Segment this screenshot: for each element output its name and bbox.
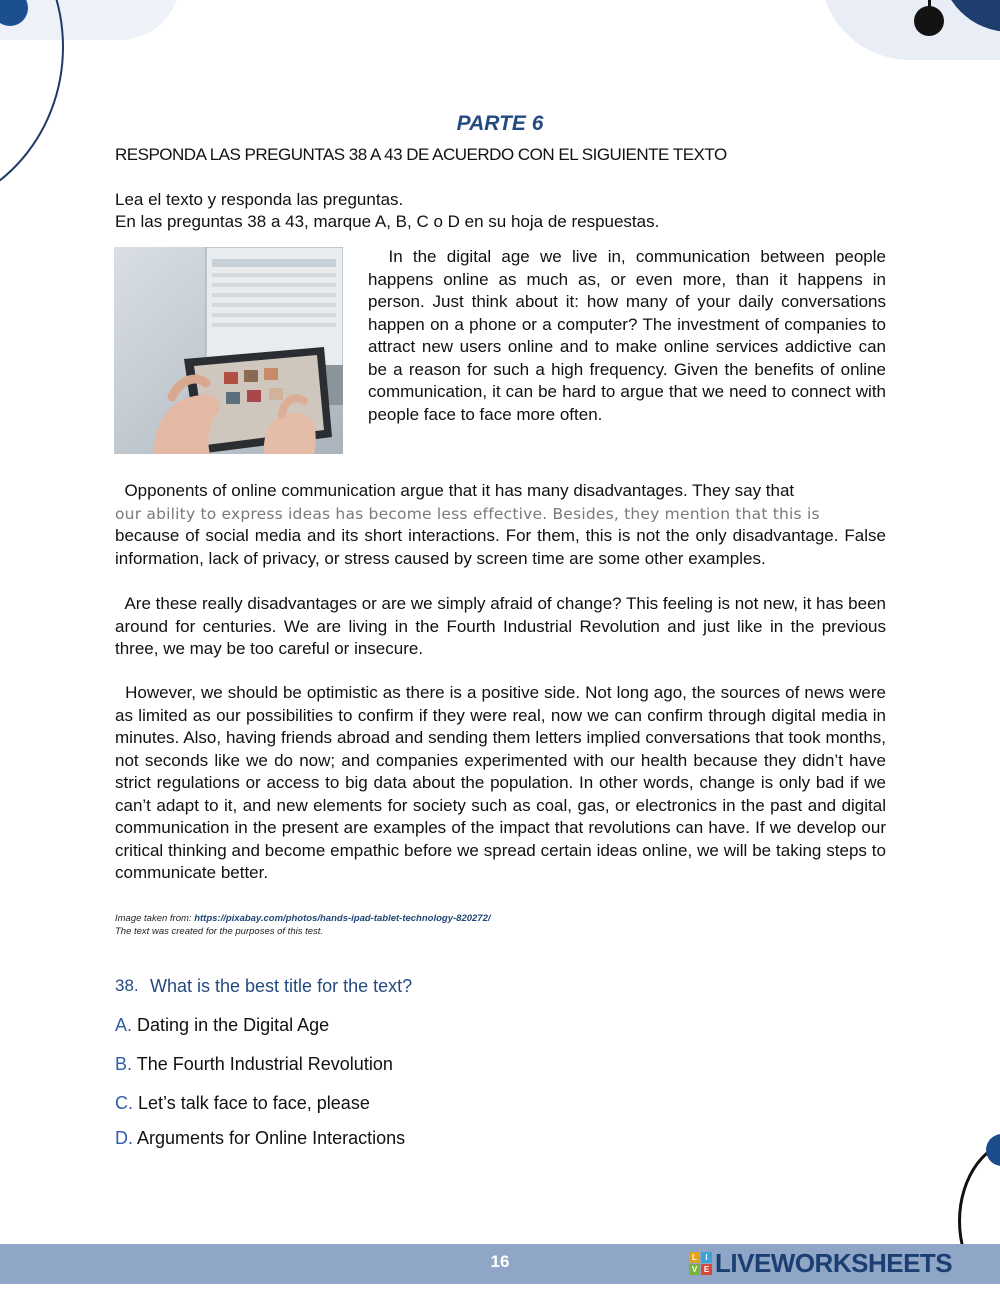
liveworksheets-brand[interactable] <box>689 1247 952 1279</box>
option-b-text: The Fourth Industrial Revolution <box>136 1054 393 1074</box>
instructions-header: RESPONDA LAS PREGUNTAS 38 A 43 DE ACUERDO CON EL SIGUIENTE TEXTO <box>115 145 727 164</box>
image-credit <box>115 913 491 924</box>
option-d[interactable] <box>115 1128 405 1149</box>
article-paragraph-4 <box>115 682 886 885</box>
option-a[interactable] <box>115 1015 329 1036</box>
tablet-hands-photo <box>114 247 343 454</box>
question-text: What is the best title for the text? <box>150 976 413 996</box>
article-paragraph-2-line-b: our ability to express ideas has become less effective. Besides, they mention that this is <box>115 504 820 523</box>
liveworksheets-logo-icon <box>689 1252 712 1275</box>
option-c-text: Let’s talk face to face, please <box>138 1093 370 1113</box>
article-paragraph-3 <box>115 593 886 661</box>
instruction-line-1: Lea el texto y responda las preguntas. <box>115 190 404 209</box>
option-a-letter: A. <box>115 1015 133 1035</box>
option-c-letter: C. <box>115 1093 133 1113</box>
option-c[interactable] <box>115 1093 370 1114</box>
text-credit: The text was created for the purposes of this test. <box>115 926 324 937</box>
article-paragraph-4-text: However, we should be optimistic as there is a positive side. Not long ago, the sources of news were as limited as our possibilities to confirm if they were real, now we can confirm through digital media in minutes. Also, having friends abroad and sending them letters implied conversations that took months, not seconds like we do now; and companies experimented with our health because they didn’t have strict regulations or access to big data about the population. In other words, change is only bad if we can’t adapt to it, and new elements for society such as coal, gas, or electronics in the past and digital communication in the present are examples of the impact that revolutions can have. If we develop our critical thinking and become empathic before we spread certain ideas online, we will be taking steps to communicate better. <box>115 683 886 882</box>
option-b-letter: B. <box>115 1054 133 1074</box>
article-paragraph-1 <box>368 246 886 426</box>
article-paragraph-2-line-c: because of social media and its short interactions. For them, this is not the only disadvantage. False information, lack of privacy, or stress caused by screen time are some other examples. <box>115 526 886 568</box>
brand-name: LIVEWORKSHEETS <box>715 1247 953 1278</box>
question-number: 38. <box>115 976 139 995</box>
image-source-link[interactable]: https://pixabay.com/photos/hands-ipad-tablet-technology-820272/ <box>194 913 491 924</box>
article-paragraph-2-line-a: Opponents of online communication argue that it has many disadvantages. They say that <box>124 481 795 500</box>
page-number: 16 <box>490 1252 510 1271</box>
article-paragraph-1-text: In the digital age we live in, communication between people happens online as much as, or even more, than it happens in person. Just think about it: how many of your daily conversations happen on a phone or a computer? The investment of companies to attract new users online and to make online services addictive can be a reason for such a high frequency. Given the benefits of online communication, it can be hard to argue that we need to connect with people face to face more often. <box>368 247 886 424</box>
image-credit-label: Image taken from: <box>115 913 195 924</box>
option-b[interactable] <box>115 1054 393 1075</box>
article-paragraph-2 <box>115 480 886 570</box>
decorative-arc-left <box>0 0 64 214</box>
option-a-text: Dating in the Digital Age <box>137 1015 330 1035</box>
decorative-dot-top-right <box>914 6 944 36</box>
page-title: PARTE 6 <box>456 112 544 135</box>
option-d-letter: D. <box>115 1128 133 1148</box>
logo-tile-e: E <box>701 1264 712 1275</box>
article-paragraph-3-text: Are these really disadvantages or are we simply afraid of change? This feeling is not new, it has been around for centuries. We are living in the Fourth Industrial Revolution and just like in the previous three, we may be too careful or insecure. <box>115 594 886 658</box>
logo-tile-v: V <box>689 1264 700 1275</box>
logo-tile-i: I <box>701 1252 712 1263</box>
option-d-text: Arguments for Online Interactions <box>137 1128 406 1148</box>
instruction-line-2: En las preguntas 38 a 43, marque A, B, C o D en su hoja de respuestas. <box>115 212 660 231</box>
logo-tile-l: L <box>689 1252 700 1263</box>
